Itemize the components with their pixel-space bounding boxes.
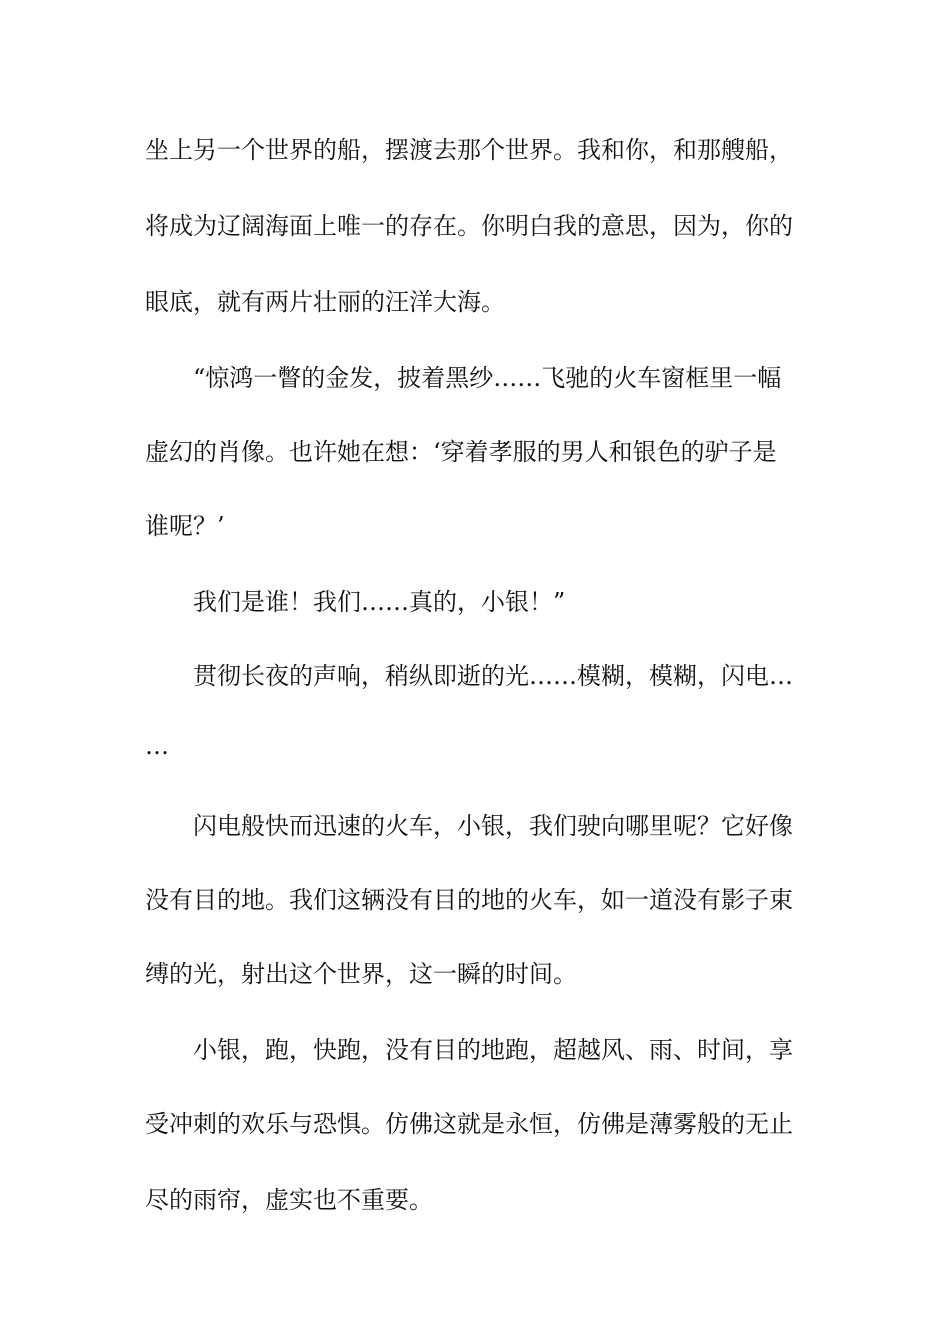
text-line-content: 闪电般快而迅速的火车，小银，我们驶向哪里呢？它好像 xyxy=(193,812,793,840)
text-line-content: 坐上另一个世界的船，摆渡去那个世界。我和你，和那艘船， xyxy=(145,136,793,164)
text-line xyxy=(0,282,950,322)
text-line-content: 没有目的地。我们这辆没有目的地的火车，如一道没有影子束 xyxy=(145,886,793,914)
text-line-content: 我们是谁！我们……真的，小银！” xyxy=(193,588,566,616)
text-line xyxy=(0,954,950,994)
text-line xyxy=(0,880,950,920)
text-line xyxy=(0,582,950,622)
text-line xyxy=(0,206,950,246)
text-line-content: 眼底，就有两片壮丽的汪洋大海。 xyxy=(145,288,505,316)
text-line-content: 小银，跑，快跑，没有目的地跑，超越风、雨、时间，享 xyxy=(193,1036,793,1064)
text-line xyxy=(0,1180,950,1220)
text-line-content: 谁呢？’ xyxy=(145,512,225,540)
text-line-content: “惊鸿一瞥的金发，披着黑纱……飞驰的火车窗框里一幅 xyxy=(193,364,782,392)
text-line-content: … xyxy=(145,732,169,760)
text-line-content: 将成为辽阔海面上唯一的存在。你明白我的意思，因为，你的 xyxy=(145,212,793,240)
text-line-content: 贯彻长夜的声响，稍纵即逝的光……模糊，模糊，闪电… xyxy=(193,662,793,690)
text-line-content: 虚幻的肖像。也许她在想：‘穿着孝服的男人和银色的驴子是 xyxy=(145,438,777,466)
text-line xyxy=(0,1104,950,1144)
text-line xyxy=(0,726,950,766)
text-line-content: 尽的雨帘，虚实也不重要。 xyxy=(145,1186,433,1214)
text-line-content: 受冲刺的欢乐与恐惧。仿佛这就是永恒，仿佛是薄雾般的无止 xyxy=(145,1110,793,1138)
text-line xyxy=(0,506,950,546)
text-line xyxy=(0,806,950,846)
text-line xyxy=(0,358,950,398)
text-line xyxy=(0,432,950,472)
text-line xyxy=(0,1030,950,1070)
text-line xyxy=(0,656,950,696)
text-line xyxy=(0,130,950,170)
text-line-content: 缚的光，射出这个世界，这一瞬的时间。 xyxy=(145,960,577,988)
